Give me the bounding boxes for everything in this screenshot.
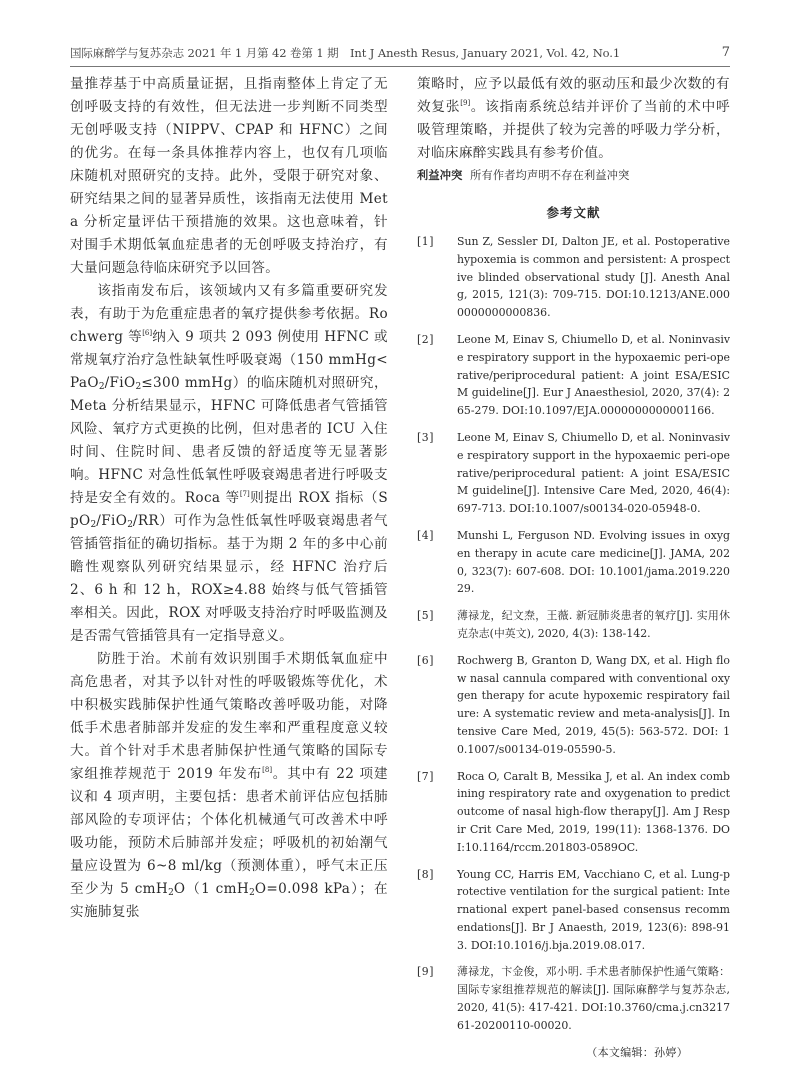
reference-item: [417, 527, 730, 598]
paragraph-text: O=0.098 kPa）；在实施肺复张: [70, 881, 388, 920]
reference-text: 薄禄龙，纪文焘，王薇. 新冠肺炎患者的氧疗[J]. 实用休克杂志(中英文), 2020, 4(3): 138-142.: [457, 609, 730, 640]
citation-8[interactable]: [8]: [262, 766, 273, 774]
reference-text: Munshi L, Ferguson ND. Evolving issues in oxygen therapy in acute care medicine[J]. JAMA, 2020, 323(7): 607-608. DOI: 10.1001/jama.2019.22029.: [457, 528, 730, 596]
citation-9[interactable]: [9]: [460, 99, 471, 107]
reference-text: Sun Z, Sessler DI, Dalton JE, et al. Postoperative hypoxemia is common and persistent: A prospective blinded observational study [J]. Anesth Analg, 2015, 121(3): 709-715. DOI:10.1213/ANE.0000000000000836.: [457, 235, 730, 320]
reference-number: [3]: [417, 430, 435, 444]
reference-number: [2]: [417, 332, 435, 346]
paragraph-text: O（1 cmH: [173, 881, 250, 897]
subscript: 2: [135, 382, 142, 392]
reference-text: Leone M, Einav S, Chiumello D, et al. Noninvasive respiratory support in the hypoxaemic peri-operative/periprocedural patient: A joint ESA/ESICM guideline[J]. Intensive Care Med, 2020, 46(4): 697-713. DOI:10.1007/s00134-020-05948-0.: [457, 430, 730, 516]
paragraph-text: ≤300 mmHg）的临床随机对照研究，Meta 分析结果显示，HFNC 可降低患者气管插管风险、氧疗方式更换的比例，但对患者的 ICU 入住时间、住院时间、患者反馈的舒适度等无显著影响。HFNC 对急性低氧性呼吸衰竭患者进行呼吸支持是安全有效的。Roca 等: [70, 375, 388, 506]
paragraph-text: 策略时，应予以最低有效的驱动压和最少次数的有效复张: [417, 76, 730, 115]
paragraph-text: /FiO: [96, 513, 128, 529]
reference-item: [417, 233, 730, 322]
subscript: 2: [127, 520, 133, 530]
subscript: 2: [98, 382, 105, 392]
conflict-label: 利益冲突: [417, 169, 463, 182]
reference-text: Rochwerg B, Granton D, Wang DX, et al. High flow nasal cannula compared with conventional oxygen therapy for acute hypoxemic respiratory failure: A systematic review and meta-analysis[J]. Intensive Care Med, 2019, 45(5): 563-572. DOI: 10.1007/s00134-019-05590-5.: [457, 653, 730, 756]
body-paragraph-2: [70, 280, 388, 648]
paragraph-text: /RR）可作为急性低氧性呼吸衰竭患者气管插管指征的确切指标。基于为期 2 年的多中心前瞻性观察队列研究结果显示，经 HFNC 治疗后 2、6 h 和 12 h，ROX≥4.88 始终与低气管插管率相关。因此，ROX 对呼吸支持治疗时呼吸监测及是否需气管插管具有一定指导意义。: [70, 513, 388, 644]
reference-text: Young CC, Harris EM, Vacchiano C, et al. Lung-protective ventilation for the surgical patient: International expert panel-based consensus recommendations[J]. Br J Anaesth, 2019, 123(6): 898-913. DOI:10.1016/j.bja.2019.08.017.: [457, 867, 730, 952]
body-paragraph-4: [417, 73, 730, 165]
paragraph-text: 纳入 9 项共 2 093 例使用 HFNC 或常规氧疗治疗急性缺氧性呼吸衰竭（150 mmHg<PaO: [70, 329, 388, 391]
reference-number: [1]: [417, 235, 435, 248]
paragraph-text: 。其中有 22 项建议和 4 项声明，主要包括：患者术前评估应包括肺部风险的专项评估；个体化机械通气可改善术中呼吸功能，预防术后肺部并发症；呼吸机的初始潮气量应设置为 6~8 ml/kg（预测体重），呼气末正压至少为 5 cmH: [70, 766, 388, 897]
paragraph-text: /FiO: [104, 375, 136, 391]
header-rule: [70, 66, 730, 67]
body-paragraph-3: [70, 648, 388, 924]
left-column: [70, 73, 388, 924]
reference-item: [417, 866, 730, 955]
reference-text: 薄禄龙，卞金俊，邓小明. 手术患者肺保护性通气策略：国际专家组推荐规范的解读[J]. 国际麻醉学与复苏杂志, 2020, 41(5): 417-421. DOI:10.3760/cma.j.cn321761-20200110-00020.: [457, 965, 730, 1032]
reference-item: [417, 963, 730, 1034]
reference-number: [9]: [417, 965, 435, 979]
reference-list: [417, 233, 730, 1035]
paragraph-text: 则提出 ROX 指标（SpO: [70, 490, 388, 529]
reference-item: [417, 652, 730, 759]
paragraph-text: 量推荐基于中高质量证据，且指南整体上肯定了无创呼吸支持的有效性，但无法进一步判断不同类型无创呼吸支持（NIPPV、CPAP 和 HFNC）之间的优劣。在每一条具体推荐内容上，也仅有几项临床随机对照研究的支持。此外，受限于研究对象、研究结果之间的显著异质性，该指南无法使用 Meta 分析定量评估干预措施的效果。这也意味着，针对围手术期低氧血症患者的无创呼吸支持治疗，有大量问题急待临床研究予以回答。: [70, 76, 388, 276]
journal-running-head: 国际麻醉学与复苏杂志 2021 年 1 月第 42 卷第 1 期 Int J Anesth Resus, January 2021, Vol. 42, No.1: [70, 46, 621, 60]
reference-item: [417, 331, 730, 420]
paragraph-text: 。该指南系统总结并评价了当前的术中呼吸管理策略，并提供了较为完善的呼吸力学分析，对临床麻醉实践具有参考价值。: [417, 99, 730, 161]
citation-6[interactable]: [6]: [142, 329, 153, 337]
reference-number: [7]: [417, 769, 435, 783]
conflict-text: 所有作者均声明不存在利益冲突: [470, 169, 630, 182]
reference-number: [5]: [417, 609, 435, 623]
references-title: 参考文献: [546, 205, 601, 220]
conflict-of-interest: [417, 167, 730, 185]
reference-text: Leone M, Einav S, Chiumello D, et al. Noninvasive respiratory support in the hypoxaemic peri-operative/periprocedural patient: A joint ESA/ESICM guideline[J]. Eur J Anaesthesiol, 2020, 37(4): 265-279. DOI:10.1097/EJA.0000000000001166.: [457, 332, 730, 418]
subscript: 2: [90, 520, 97, 530]
paragraph-text: 该指南发布后，该领域内又有多篇重要研究发表，有助于为危重症患者的氧疗提供参考依据。Rochwerg 等: [70, 283, 388, 345]
editor-note: （本文编辑：孙婷）: [586, 1045, 688, 1059]
subscript: 2: [249, 888, 255, 898]
right-column: [417, 73, 730, 1060]
reference-item: [417, 768, 730, 857]
citation-7[interactable]: [7]: [239, 490, 250, 498]
reference-number: [6]: [417, 653, 435, 667]
paragraph-text: 防胜于治。术前有效识别围手术期低氧血症中高危患者，对其予以针对性的呼吸锻炼等优化，术中积极实践肺保护性通气策略改善呼吸功能，对降低手术患者肺部并发症的发生率和严重程度意义较大。首个针对手术患者肺保护性通气策略的国际专家组推荐规范于 2019 年发布: [70, 651, 388, 782]
subscript: 2: [168, 888, 174, 898]
reference-item: [417, 607, 730, 643]
reference-text: Roca O, Caralt B, Messika J, et al. An index combining respiratory rate and oxygenation to predict outcome of nasal high-flow therapy[J]. Am J Respir Crit Care Med, 2019, 199(11): 1368-1376. DOI:10.1164/rccm.201803-0589OC.: [457, 769, 730, 854]
page-number: 7: [721, 45, 730, 60]
reference-number: [4]: [417, 528, 435, 542]
body-paragraph-1: [70, 73, 388, 280]
reference-number: [8]: [417, 867, 435, 881]
reference-item: [417, 429, 730, 518]
